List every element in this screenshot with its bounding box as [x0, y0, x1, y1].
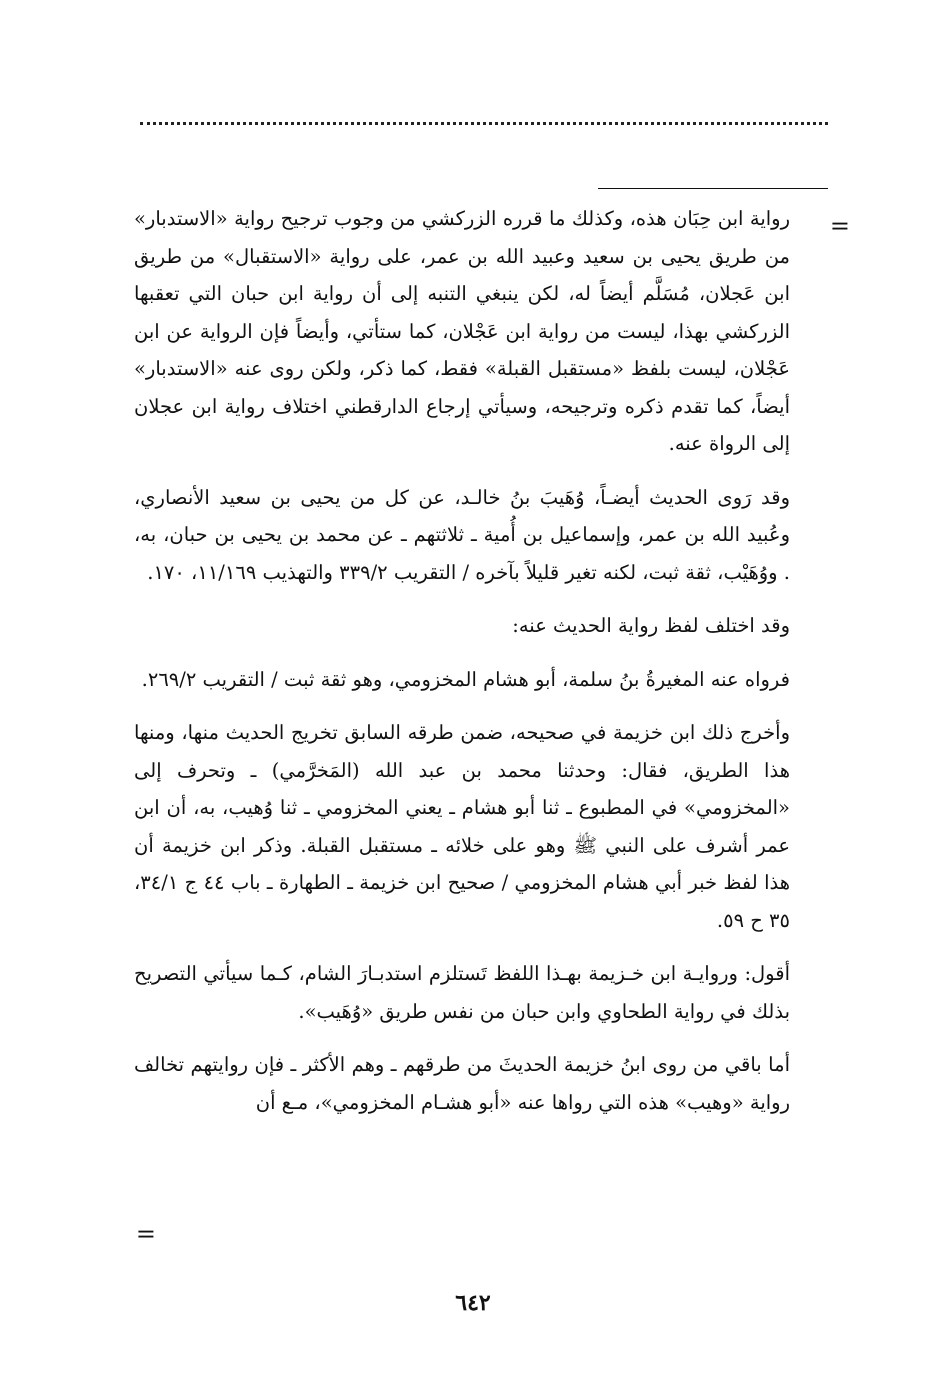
paragraph: وقد اختلف لفظ رواية الحديث عنه:: [512, 614, 790, 637]
paragraph: أقول: وروايـة ابن خـزيمة بهـذا اللفظ تَستلزم استدبـارَ الشام، كـما سيأتي التصريح بذلك في رواية الطحاوي وابن حبان من نفس طريق «وُهَيب».: [134, 962, 790, 1023]
paragraph: فرواه عنه المغيرةُ بنُ سلمة، أبو هشام المخزومي، وهو ثقة ثبت / التقريب ٢٦٩/٢.: [141, 667, 790, 691]
dotted-separator: [140, 122, 828, 125]
page-number: ٦٤٢: [455, 1290, 491, 1316]
continuation-marker-bottom: =: [135, 1220, 156, 1248]
continuation-marker-top: =: [829, 212, 850, 240]
paragraph: رواية ابن حِبَان هذه، وكذلك ما قرره الزركشي من وجوب ترجيح رواية «الاستدبار» من طريق يحيى بن سعيد وعبيد الله بن عمر، على رواية «الاستقبال» من طريق ابن عَجلان، مُسَلَّم أيضاً له، لكن ينبغي التنبه إلى أن رواية ابن حبان التي تعقبها الزركشي بهذا، ليست من رواية ابن عَجْلان، كما ستأتي، وأيضاً فإن الرواية عن ابن عَجْلان، ليست بلفظ «مستقبل القبلة» فقط، كما ذكر، ولكن روى عنه «الاستدبار» أيضاً، كما تقدم ذكره وترجيحه، وسيأتي إرجاع الدارقطني اختلاف رواية ابن عجلان إلى الرواة عنه.: [134, 207, 790, 455]
paragraph: وأخرج ذلك ابن خزيمة في صحيحه، ضمن طرقه السابق تخريج الحديث منها، ومنها هذا الطريق، فقال: وحدثنا محمد بن عبد الله (المَخرَّمي) ـ وتحرف إلى «المخزومي» في المطبوع ـ ثنا أبو هشام ـ يعني المخزومي ـ ثنا وُهيب، به، أن ابن عمر أشرف على النبي ﷺ وهو على خلائه ـ مستقبل القبلة. وذكر ابن خزيمة أن هذا لفظ خبر أبي هشام المخزومي / صحيح ابن خزيمة ـ الطهارة ـ باب ٤٤ ج ٣٤/١، ٣٥ ح ٥٩.: [134, 721, 790, 932]
footnote-rule: [598, 188, 828, 189]
paragraph: أما باقي من روى ابنُ خزيمة الحديثَ من طرقهم ـ وهم الأكثر ـ فإن روايتهم تخالف رواية «وهيب» هذه التي رواها عنه «أبو هشـام المخزومي»، مـع أن: [134, 1053, 790, 1114]
footnote-text: [134, 200, 790, 1137]
paragraph: وقد رَوى الحديث أيضـاً، وُهَيبَ بنُ خالـد، عن كل من يحيى بن سعيد الأنصاري، وعُبيد الله بن عمر، وإسماعيل بن أُمية ـ ثلاثتهم ـ عن محمد بن يحيى بن حبان، به، . ووُهَيْب، ثقة ثبت، لكنه تغير قليلاً بآخره / التقريب ٣٣٩/٢ والتهذيب ١١/١٦٩، ١٧٠.: [134, 485, 790, 584]
